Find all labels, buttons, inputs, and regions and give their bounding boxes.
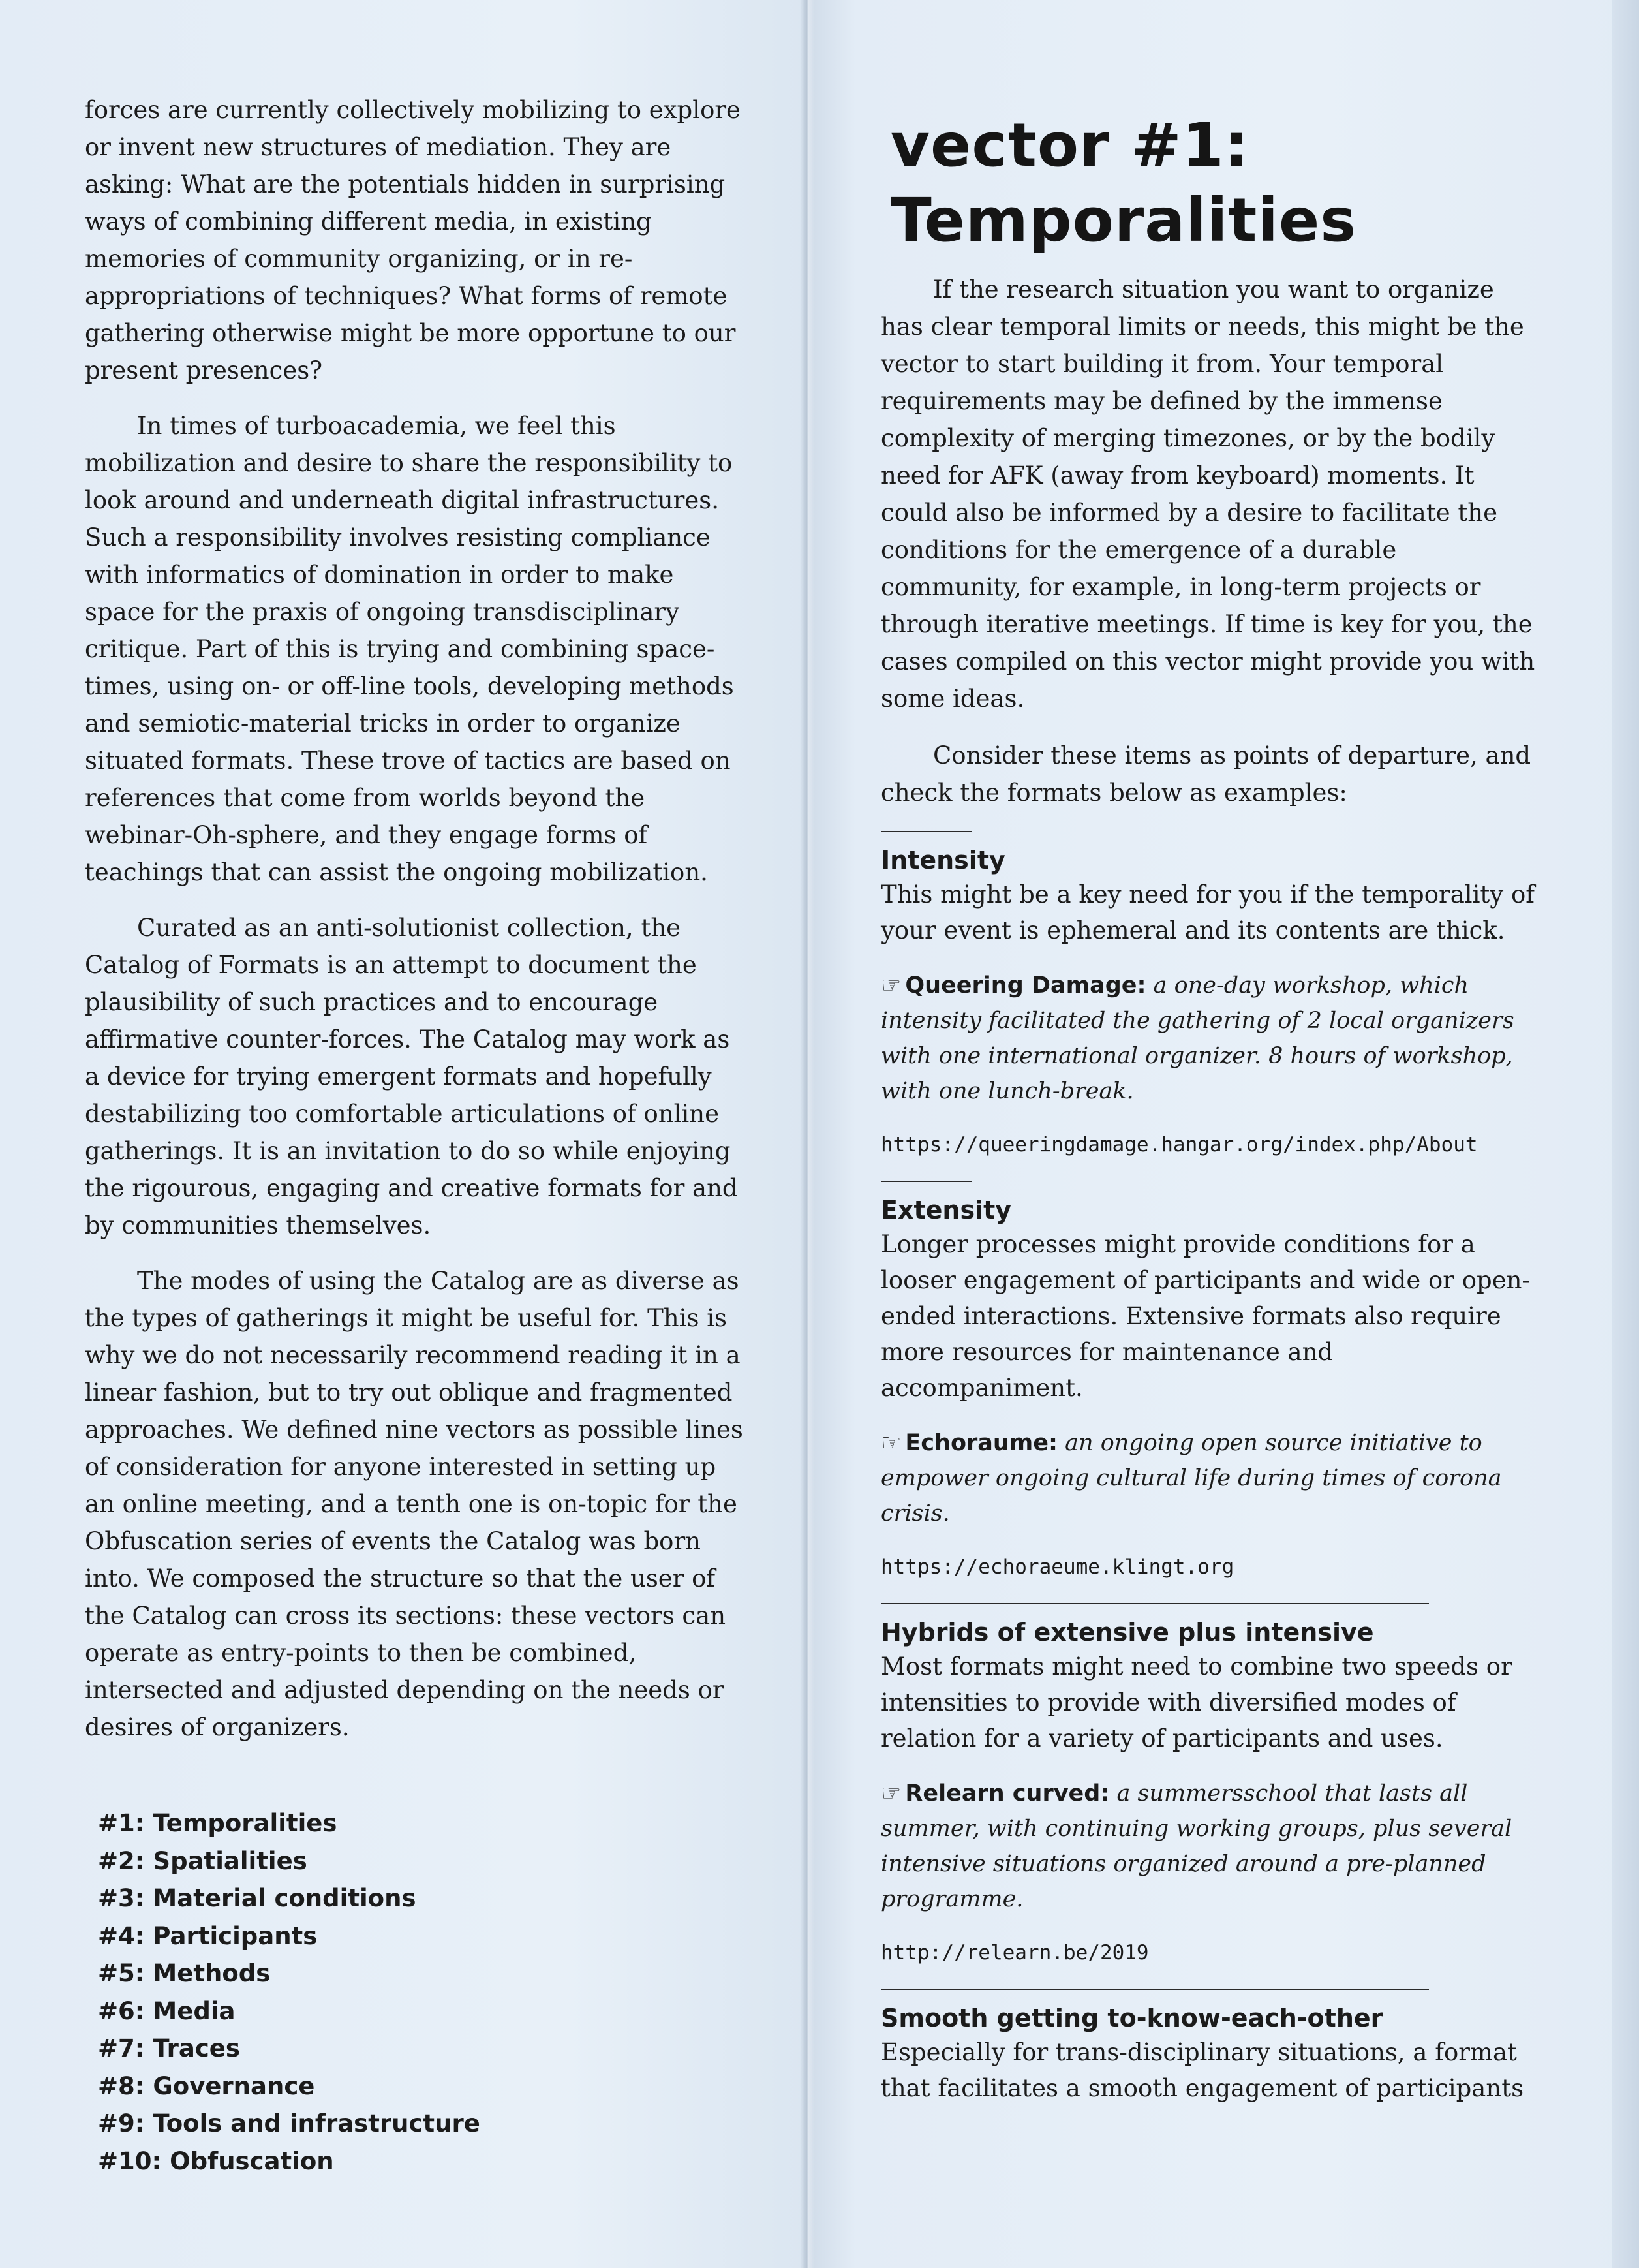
consider-paragraph: Consider these items as points of departure, and check the formats below as examples: [881, 741, 1531, 807]
section-body: Longer processes might provide conditions for a looser engagement of participants and wide or open-ended interactions. Extensive formats also require more resources for maintenance and accompaniment. [881, 1230, 1530, 1402]
example-entry [881, 1425, 1540, 1531]
left-column [85, 91, 744, 2180]
section-divider [881, 831, 972, 832]
paragraph: The modes of using the Catalog are as diverse as the types of gatherings it might be useful for. This is why we do not necessarily recommend reading it in a linear fashion, but to try out oblique and fragmented approaches. We defined nine vectors as possible lines of consideration for anyone interested in setting up an online meeting, and a tenth one is on-topic for the Obfuscation series of events the Catalog was born into. We composed the structure so that the user of the Catalog can cross its sections: these vectors can operate as entry-points to then be combined, intersected and adjusted depending on the needs or desires of organizers. [85, 1267, 743, 1741]
example-description: a one-day workshop, which intensity facilitated the gathering of 2 local organizers with one international organizer. 8 hours of workshop, with one lunch-break. [881, 972, 1514, 1104]
intro-paragraph: If the research situation you want to organize has clear temporal limits or needs, this might be the vector to start building it from. Your temporal requirements may be defined by the immense complexity of merging timezones, or by the bodily need for AFK (away from keyboard) moments. It could also be informed by a desire to facilitate the conditions for the emergence of a durable community, for example, in long-term projects or through iterative meetings. If time is key for you, the cases compiled on this vector might provide you with some ideas. [881, 275, 1535, 713]
page-title [891, 108, 1540, 258]
title-line: Temporalities [891, 185, 1357, 255]
example-url[interactable]: http://relearn.be/2019 [881, 1941, 1149, 1965]
section-heading: Smooth getting to-know-each-other [881, 2004, 1383, 2032]
vector-item: #7: Traces [98, 2034, 240, 2062]
section-heading: Extensity [881, 1196, 1012, 1224]
section-divider [881, 1181, 972, 1182]
pointing-hand-icon: ☞ [881, 1780, 902, 1807]
example-name: Relearn curved: [905, 1780, 1110, 1807]
title-line: vector #1: [891, 110, 1249, 180]
vector-item: #10: Obfuscation [98, 2147, 334, 2175]
section-divider [881, 1603, 1429, 1604]
vector-item: #4: Participants [98, 1921, 318, 1950]
section-body: Especially for trans-disciplinary situations, a format that facilitates a smooth engagement of participants [881, 2038, 1524, 2102]
example-url[interactable]: https://echoraeume.klingt.org [881, 1555, 1234, 1579]
pointing-hand-icon: ☞ [881, 1430, 902, 1456]
vector-item: #6: Media [98, 1996, 236, 2025]
paragraph: Curated as an anti-solutionist collection, the Catalog of Formats is an attempt to document the plausibility of such practices and to encourage affirmative counter-forces. The Catalog may work as a device for trying emergent formats and hopefully destabilizing too comfortable articulations of online gatherings. It is an invitation to do so while enjoying the rigourous, engaging and creative formats for and by communities themselves. [85, 914, 738, 1239]
paragraph: In times of turboacademia, we feel this mobilization and desire to share the responsibility to look around and underneath digital infrastructures. Such a responsibility involves resisting compliance with informatics of domination in order to make space for the praxis of ongoing transdisciplinary critique. Part of this is trying and combining space-times, using on- or off-line tools, developing methods and semiotic-material tricks in order to organize situated formats. These trove of tactics are based on references that come from worlds beyond the webinar-Oh-sphere, and they engage forms of teachings that can assist the ongoing mobilization. [85, 412, 734, 886]
paragraph: forces are currently collectively mobilizing to explore or invent new structures of mediation. They are asking: What are the potentials hidden in surprising ways of combining different media, in existing memories of community organizing, or in re-appropriations of techniques? What forms of remote gathering otherwise might be more opportune to our present presences? [85, 96, 741, 384]
example-name: Echoraume: [905, 1430, 1058, 1456]
example-url[interactable]: https://queeringdamage.hangar.org/index.php/About [881, 1133, 1478, 1157]
vector-item: #8: Governance [98, 2072, 315, 2100]
section-body: This might be a key need for you if the temporality of your event is ephemeral and its contents are thick. [881, 880, 1535, 944]
vector-item: #1: Temporalities [98, 1809, 337, 1837]
section-heading: Hybrids of extensive plus intensive [881, 1618, 1374, 1647]
vector-item: #3: Material conditions [98, 1884, 416, 1912]
right-column [881, 108, 1540, 2126]
section-body: Most formats might need to combine two speeds or intensities to provide with diversified modes of relation for a variety of participants and uses. [881, 1653, 1512, 1752]
example-name: Queering Damage: [905, 972, 1146, 999]
section-heading: Intensity [881, 846, 1005, 875]
example-entry [881, 1776, 1540, 1917]
page-edge [1612, 0, 1639, 2268]
section-divider [881, 1989, 1429, 1990]
vector-item: #2: Spatialities [98, 1846, 307, 1875]
vector-list [98, 1805, 744, 2180]
pointing-hand-icon: ☞ [881, 972, 902, 999]
example-description: an ongoing open source initiative to empower ongoing cultural life during times of corona crisis. [881, 1430, 1502, 1527]
example-description: a summersschool that lasts all summer, with continuing working groups, plus several intensive situations organized around a pre-planned programme. [881, 1780, 1512, 1912]
vector-item: #9: Tools and infrastructure [98, 2109, 480, 2137]
example-entry [881, 968, 1540, 1109]
book-gutter [800, 0, 814, 2268]
vector-item: #5: Methods [98, 1959, 271, 1987]
